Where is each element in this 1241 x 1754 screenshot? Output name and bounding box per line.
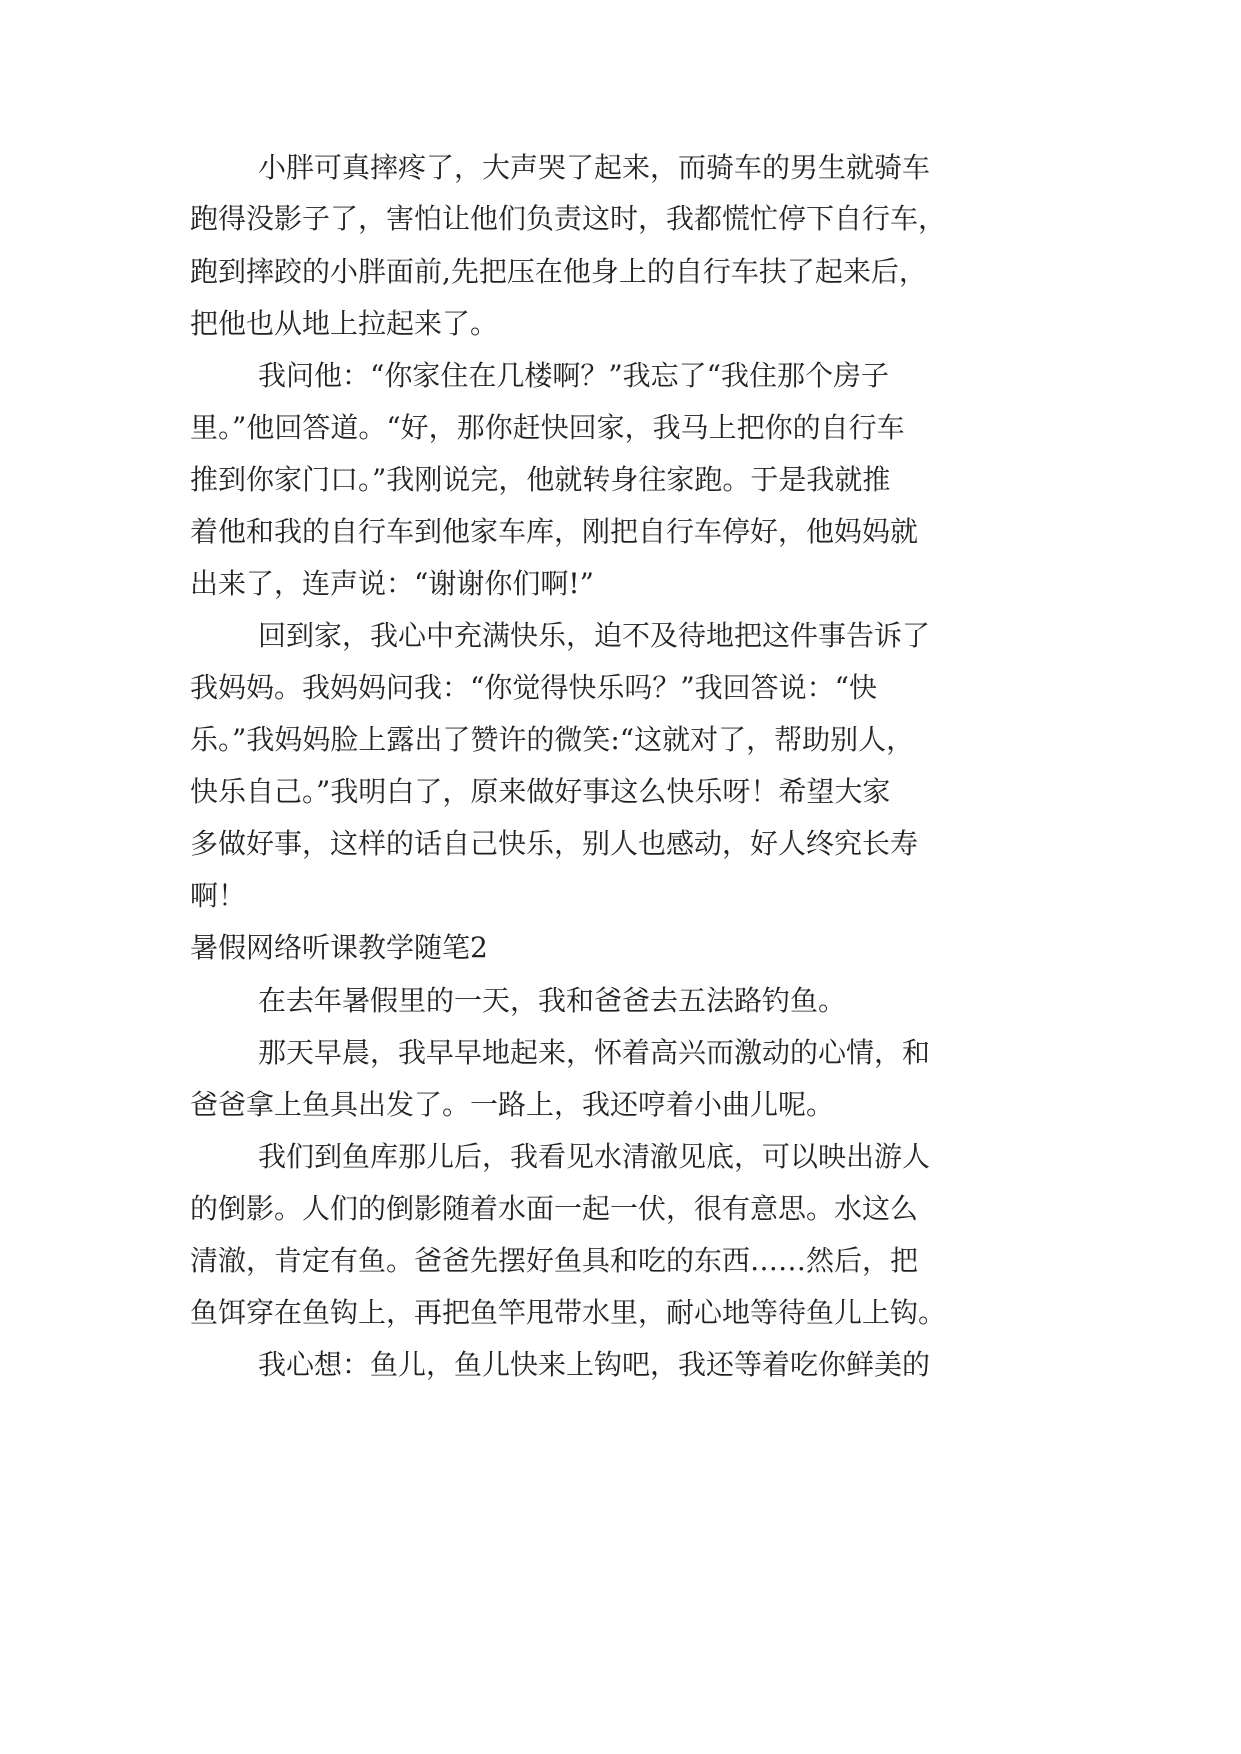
text-line: 我问他：“你家住在几楼啊？”我忘了“我住那个房子 (258, 359, 889, 392)
text-line: 我心想：鱼儿，鱼儿快来上钩吧，我还等着吃你鲜美的 (258, 1348, 931, 1381)
text-line: 啊！ (190, 879, 247, 912)
text-line: 我们到鱼库那儿后，我看见水清澈见底，可以映出游人 (258, 1140, 931, 1173)
text-line: 在去年暑假里的一天，我和爸爸去五法路钓鱼。 (258, 984, 847, 1017)
text-line: 小胖可真摔疼了，大声哭了起来，而骑车的男生就骑车 (258, 151, 931, 184)
text-line: 爸爸拿上鱼具出发了。一路上，我还哼着小曲儿呢。 (190, 1088, 835, 1121)
text-line: 推到你家门口。”我刚说完，他就转身往家跑。于是我就推 (190, 463, 891, 496)
text-line: 清澈，肯定有鱼。爸爸先摆好鱼具和吃的东西……然后，把 (190, 1244, 919, 1277)
text-line: 鱼饵穿在鱼钩上，再把鱼竿甩带水里，耐心地等待鱼儿上钩。 (190, 1296, 947, 1329)
text-line: 我妈妈。我妈妈问我：“你觉得快乐吗？”我回答说：“快 (190, 671, 877, 704)
text-line: 那天早晨，我早早地起来，怀着高兴而激动的心情，和 (258, 1036, 931, 1069)
section-heading: 暑假网络听课教学随笔2 (190, 931, 488, 964)
text-line: 出来了，连声说：“谢谢你们啊!” (190, 567, 594, 600)
text-line: 着他和我的自行车到他家车库，刚把自行车停好，他妈妈就 (190, 515, 919, 548)
text-line: 跑得没影子了，害怕让他们负责这时，我都慌忙停下自行车， (190, 202, 947, 235)
text-line: 的倒影。人们的倒影随着水面一起一伏，很有意思。水这么 (190, 1192, 919, 1225)
text-line: 快乐自己。”我明白了，原来做好事这么快乐呀！希望大家 (190, 775, 891, 808)
text-line: 把他也从地上拉起来了。 (190, 307, 499, 340)
text-line: 回到家，我心中充满快乐，迫不及待地把这件事告诉了 (258, 619, 931, 652)
text-line: 跑到摔跤的小胖面前,先把压在他身上的自行车扶了起来后， (190, 255, 927, 288)
text-line: 里。”他回答道。“好，那你赶快回家，我马上把你的自行车 (190, 411, 905, 444)
text-line: 乐。”我妈妈脸上露出了赞许的微笑:“这就对了，帮助别人， (190, 723, 915, 756)
text-line: 多做好事，这样的话自己快乐，别人也感动，好人终究长寿 (190, 827, 919, 860)
